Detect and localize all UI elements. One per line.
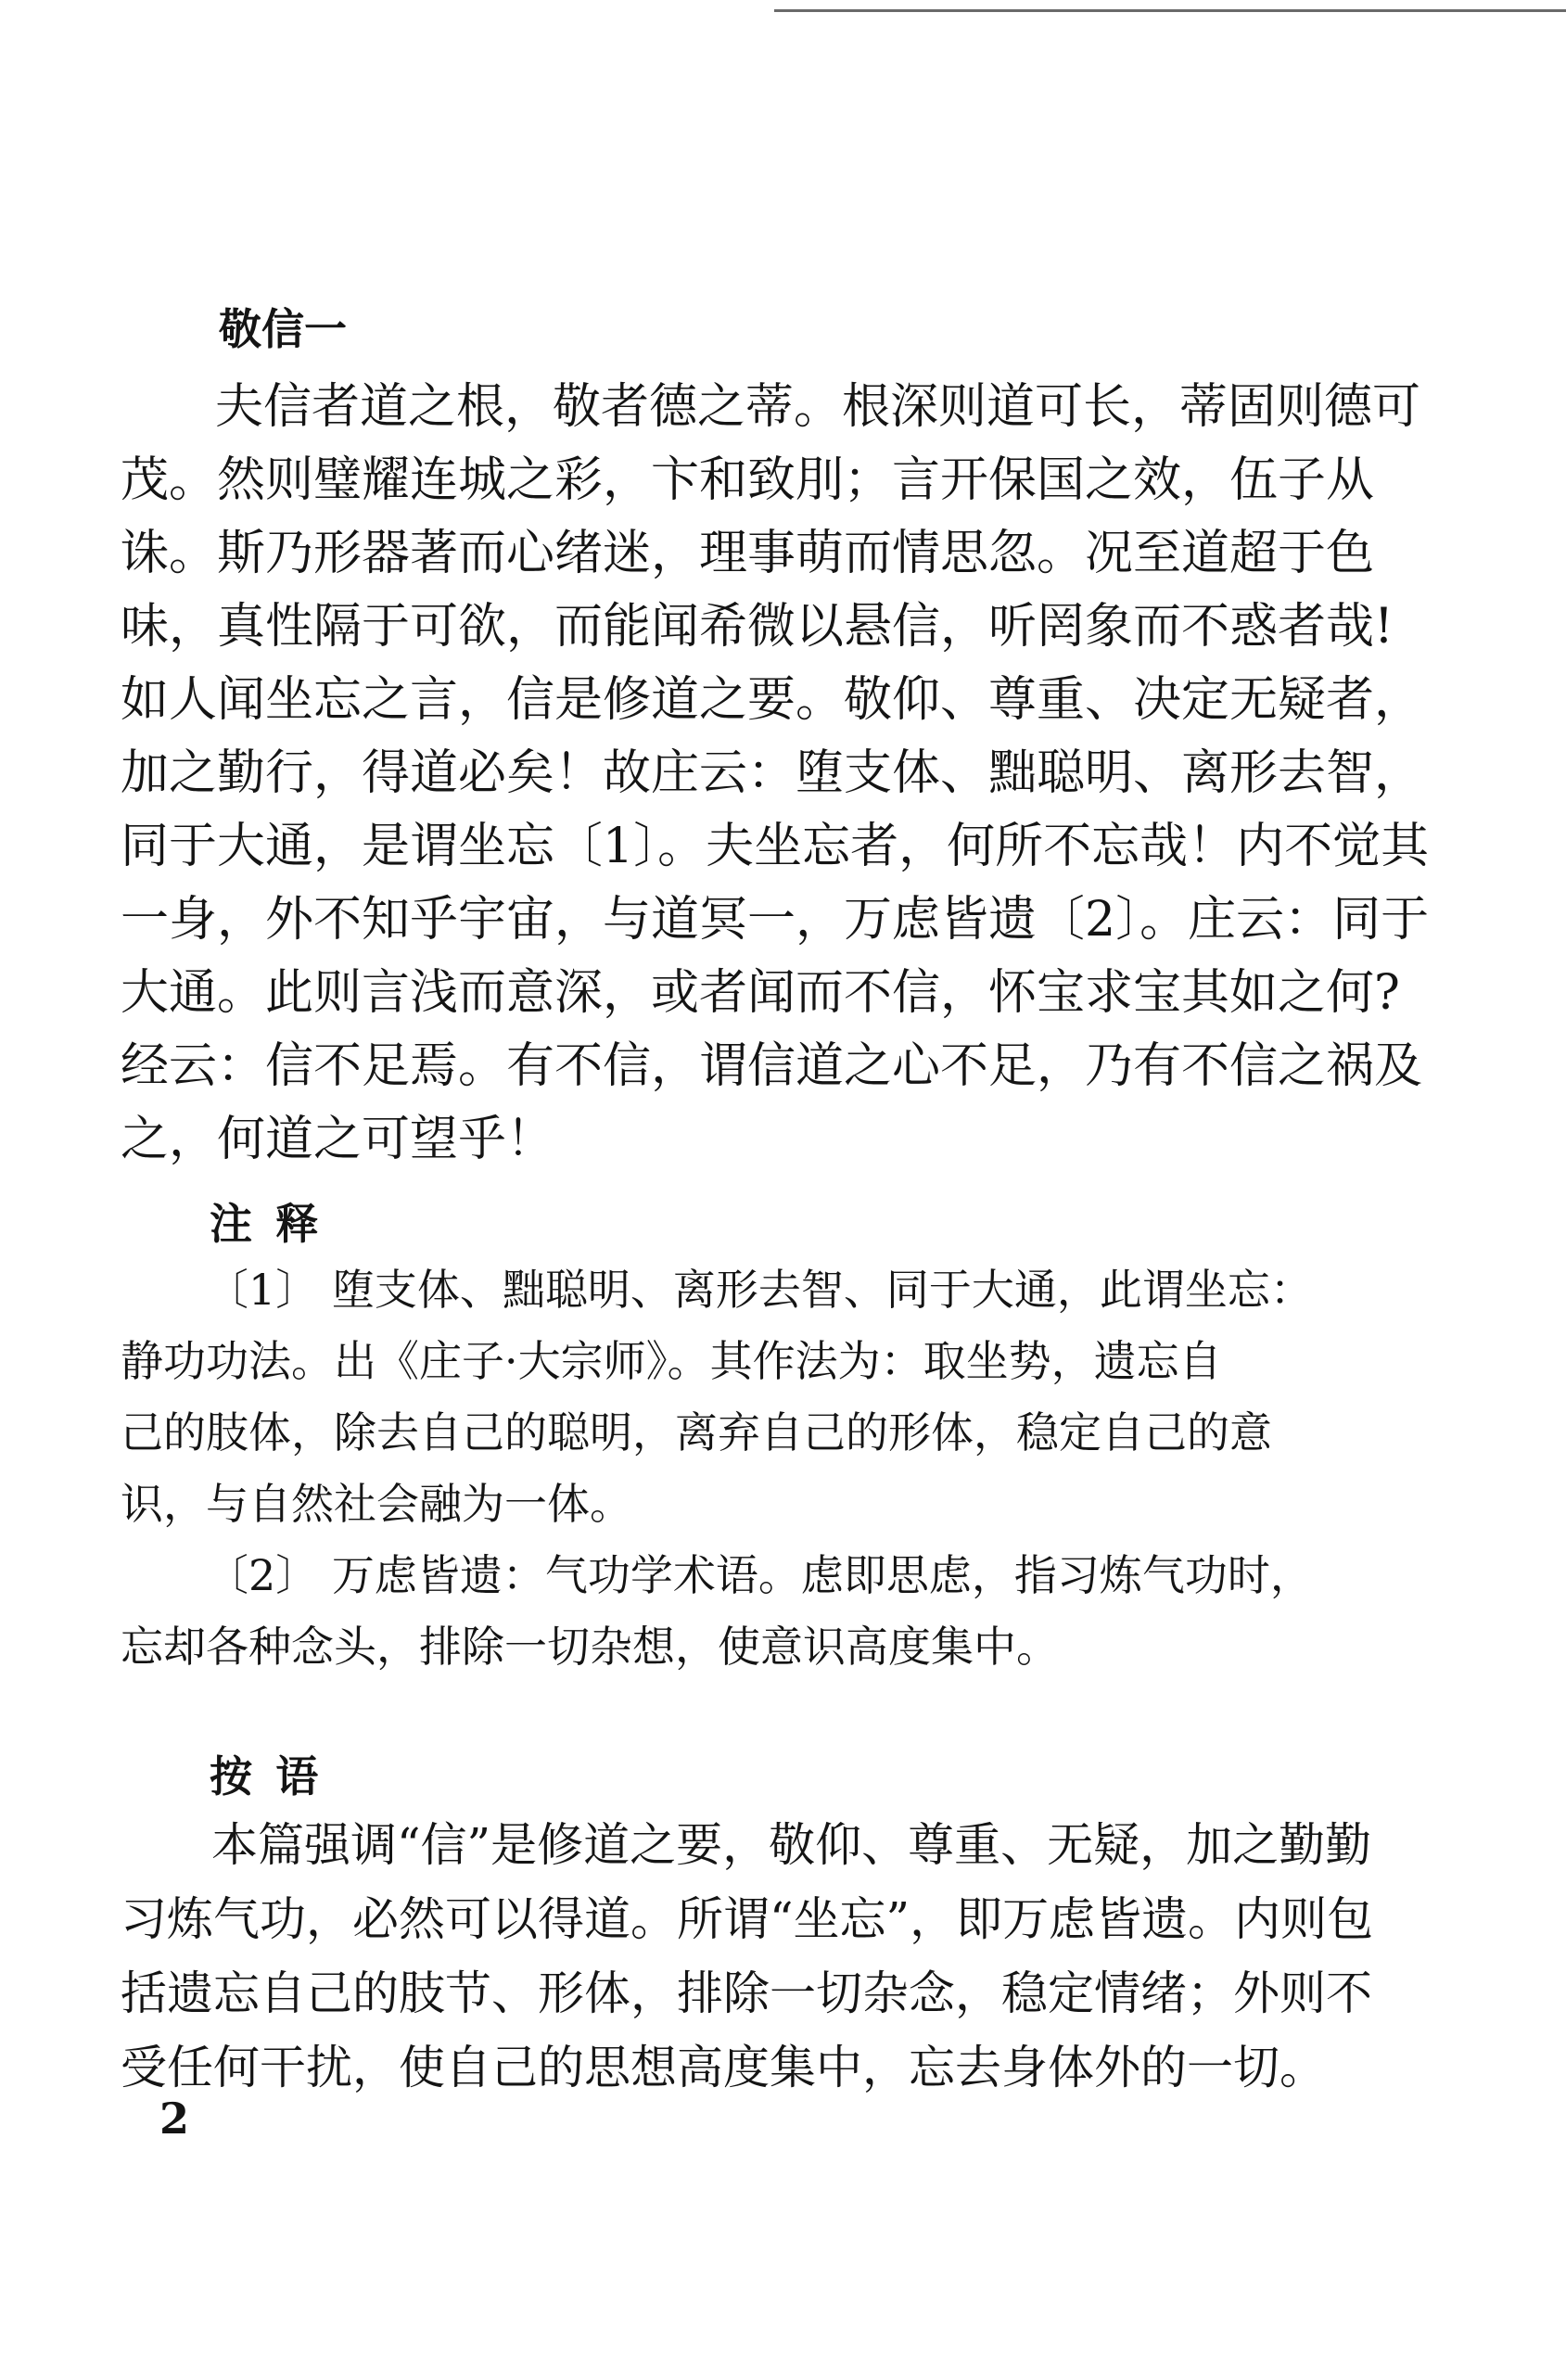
notes-text [121,1254,1313,1683]
text-line: 夫信者道之根，敬者德之蒂。根深则道可长，蒂固则德可 [215,379,1421,435]
commentary-line: 习炼气功，必然可以得道。所谓“坐忘”，即万虑皆遗。内则包 [121,1892,1374,1946]
main-text [121,371,1429,1177]
commentary-title: 按语 [210,1751,342,1801]
note-line: 静功功法。出《庄子·大宗师》。其作法为：取坐势，遗忘自 [121,1336,1222,1386]
text-line: 味，真性隔于可欲，而能闻希微以悬信，听罔象而不惑者哉! [121,599,1394,655]
text-line: 经云：信不足焉。有不信，谓信道之心不足，乃有不信之祸及 [121,1038,1423,1094]
note-line: 〔2〕 万虑皆遗：气功学术语。虑即思虑，指习炼气功时， [206,1550,1313,1600]
commentary-line: 受任何干扰，使自己的思想高度集中，忘去身体外的一切。 [121,2041,1326,2094]
section-title: 敬信一 [219,304,347,354]
text-line: 之，何道之可望乎！ [121,1112,555,1167]
text-line: 诛。斯乃形器著而心绪迷，理事萌而情思忽。况至道超于色 [121,526,1375,581]
commentary-line: 本篇强调“信”是修道之要，敬仰、尊重、无疑，加之勤勤 [211,1818,1372,1872]
note-line: 己的肢体，除去自己的聪明，离弃自己的形体，稳定自己的意 [121,1407,1272,1457]
note-line: 识，与自然社会融为一体。 [121,1479,632,1529]
page-number: 2 [159,2094,190,2144]
note-line: 忘却各种念头，排除一切杂想，使意识高度集中。 [121,1622,1059,1672]
commentary-text [121,1808,1373,2105]
note-line: 〔1〕 堕支体、黜聪明、离形去智、同于大通，此谓坐忘： [206,1265,1313,1315]
notes-title: 注释 [210,1199,342,1249]
text-line: 大通。此则言浅而意深，或者闻而不信，怀宝求宝其如之何? [121,965,1400,1021]
text-line: 一身，外不知乎宇宙，与道冥一，万虑皆遗〔2〕。庄云：同于 [121,892,1430,948]
text-line: 同于大通，是谓坐忘〔1〕。夫坐忘者，何所不忘哉！内不觉其 [121,819,1430,874]
commentary-line: 括遗忘自己的肢节、形体，排除一切杂念，稳定情绪；外则不 [121,1966,1372,2020]
text-line: 加之勤行，得道必矣！故庄云：堕支体、黜聪明、离形去智， [121,745,1423,801]
top-rule [774,9,1566,12]
text-line: 如人闻坐忘之言，信是修道之要。敬仰、尊重、决定无疑者， [121,672,1423,728]
text-line: 茂。然则璧耀连城之彩，卞和致刖；言开保国之效，伍子从 [121,452,1375,508]
